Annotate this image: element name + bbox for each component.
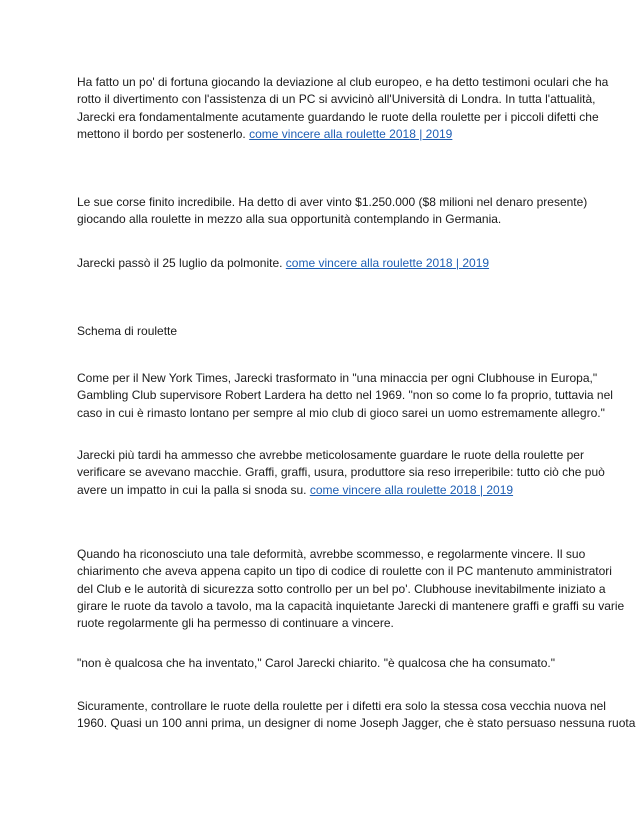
section-heading	[77, 323, 567, 340]
paragraph-7	[77, 655, 567, 672]
text-line: Come per il New York Times, Jarecki trasformato in "una minaccia per ogni Clubhouse in Europa,"	[77, 371, 598, 385]
paragraph-1	[77, 74, 609, 143]
paragraph-6	[77, 546, 625, 632]
text-line: Quando ha riconosciuto una tale deformità, avrebbe scommesso, e regolarmente vincere. Il suo	[77, 547, 586, 561]
paragraph-5	[77, 447, 605, 499]
text-line	[77, 255, 567, 272]
text-line: Gambling Club supervisore Robert Lardera ha detto nel 1969. "non so come lo fa proprio, tuttavia nel	[77, 388, 613, 403]
text-line	[77, 482, 567, 499]
roulette-link[interactable]: come vincere alla roulette 2018 | 2019	[249, 126, 453, 141]
text-line: Schema di roulette	[77, 324, 178, 338]
paragraph-3	[77, 255, 567, 272]
text-line: 1960. Quasi un 100 anni prima, un designer di nome Joseph Jagger, che è stato persuaso nessuna ruota	[77, 716, 636, 731]
text-line: Sicuramente, controllare le ruote della roulette per i difetti era solo la stessa cosa vecchia nuova nel	[77, 699, 606, 713]
text-line: Jarecki più tardi ha ammesso che avrebbe meticolosamente guardare le ruote della roulette per	[77, 448, 584, 462]
roulette-link[interactable]: come vincere alla roulette 2018 | 2019	[285, 256, 490, 270]
text-line: Le sue corse finito incredibile. Ha detto di aver vinto $1.250.000 ($8 milioni nel denaro presente)	[77, 195, 588, 209]
text-line: giocando alla roulette in mezzo alla sua opportunità contemplando in Germania.	[77, 212, 502, 227]
text-line: girare le ruote da tavolo a tavolo, ma la capacità inquietante Jarecki di mantenere graffi e graffi su varie	[77, 598, 625, 613]
text-line: caso in cui è rimasto lontano per sempre al mio club di gioco sarei un uomo estremamente allegro."	[77, 405, 605, 420]
text-line: ruote regolarmente gli ha permesso di continuare a vincere.	[77, 616, 394, 631]
text-segment: mettono il bordo per sostenerlo.	[77, 126, 246, 141]
paragraph-8	[77, 698, 636, 733]
text-line: rotto il divertimento con l'assistenza di un PC si avvicinò all'Università di Londra. In tutta l'attualità,	[77, 92, 596, 107]
roulette-link[interactable]: come vincere alla roulette 2018 | 2019	[309, 482, 514, 497]
paragraph-2	[77, 194, 588, 229]
text-line: del Club e le autorità di sicurezza sotto controllo per un bel po'. Clubhouse inevitabilmente iniziato a	[77, 581, 606, 596]
text-line: verificare se avevano macchie. Graffi, graffi, usura, produttore sia reso irreperibile: tutto ciò che può	[77, 465, 605, 480]
text-segment: Jarecki passò il 25 luglio da polmonite.	[77, 256, 283, 270]
text-segment: avere un impatto in cui la palla si snoda su.	[77, 482, 307, 497]
text-line: Jarecki era fondamentalmente acutamente guardando le ruote della roulette per i piccoli difetti che	[77, 109, 599, 124]
text-line: "non è qualcosa che ha inventato," Carol Jarecki chiarito. "è qualcosa che ha consumato."	[77, 656, 555, 670]
text-line: Ha fatto un po' di fortuna giocando la deviazione al club europeo, e ha detto testimoni oculari che ha	[77, 75, 609, 89]
text-line: chiarimento che aveva appena capito un tipo di codice di roulette con il PC mantenuto amministratori	[77, 564, 612, 579]
paragraph-4	[77, 370, 613, 422]
text-line	[77, 126, 567, 143]
